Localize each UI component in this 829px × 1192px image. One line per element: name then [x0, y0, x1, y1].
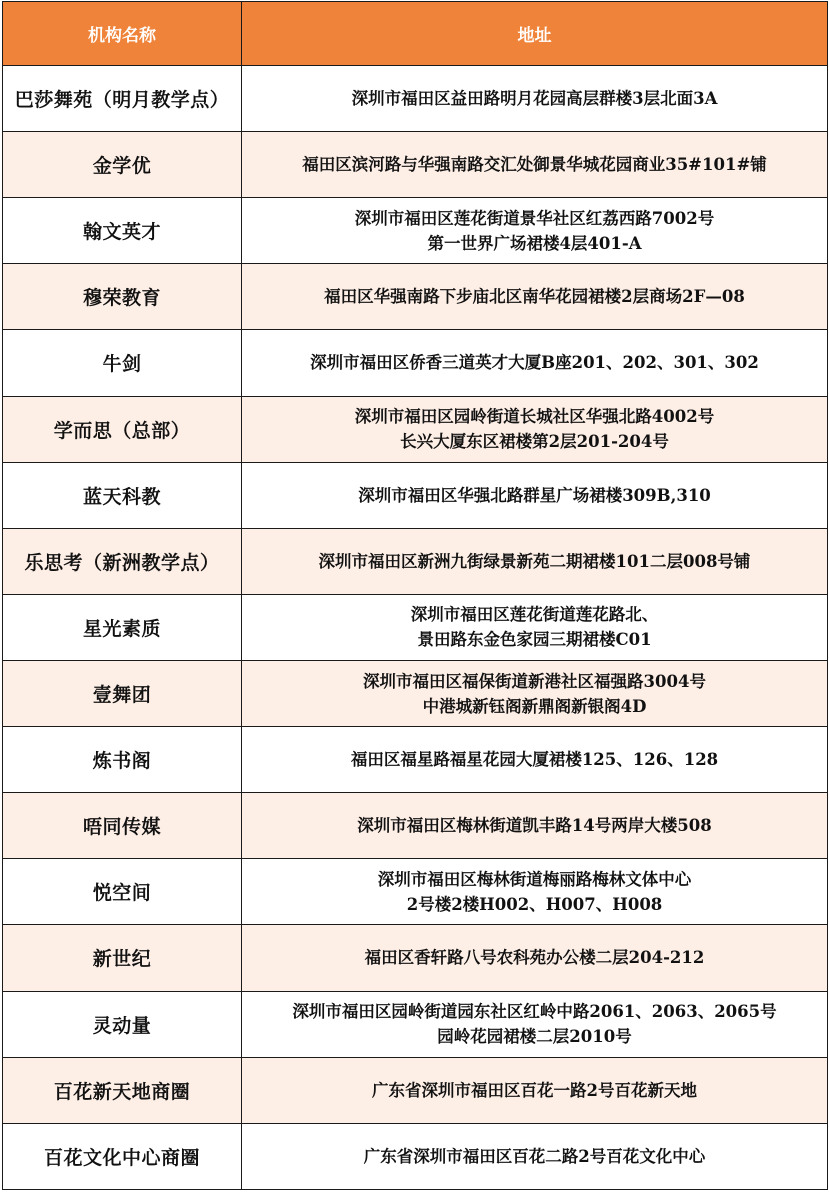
- address-line: 深圳市福田区梅林街道梅丽路梅林文体中心: [377, 869, 692, 889]
- table-row: [3, 660, 828, 726]
- address-line: 深圳市福田区福保街道新港社区福强路3004号: [363, 671, 706, 691]
- table-row: [3, 727, 828, 793]
- address-cell: [242, 727, 828, 793]
- address-cell: [242, 330, 828, 396]
- institution-name-cell: 唔同传媒: [3, 793, 242, 859]
- institution-name-cell: 巴莎舞苑（明月教学点）: [3, 66, 242, 132]
- address-line: 深圳市福田区华强北路群星广场裙楼309B,310: [358, 485, 711, 505]
- address-cell: [242, 132, 828, 198]
- table-row: [3, 330, 828, 396]
- institution-name-cell: 炼书阁: [3, 727, 242, 793]
- institution-name-cell: 壹舞团: [3, 660, 242, 726]
- institution-name-cell: 牛剑: [3, 330, 242, 396]
- table-row: [3, 528, 828, 594]
- address-line: 深圳市福田区莲花街道莲花路北、: [410, 605, 659, 625]
- table-row: [3, 462, 828, 528]
- address-cell: [242, 660, 828, 726]
- address-line: 第一世界广场裙楼4层401-A: [427, 233, 642, 253]
- table-body: [3, 66, 828, 1190]
- address-cell: [242, 264, 828, 330]
- institution-name-cell: 穆荣教育: [3, 264, 242, 330]
- institution-name-cell: 新世纪: [3, 925, 242, 991]
- address-cell: [242, 793, 828, 859]
- table-row: [3, 594, 828, 660]
- address-line: 深圳市福田区莲花街道景华社区红荔西路7002号: [354, 208, 715, 228]
- address-cell: [242, 991, 828, 1057]
- institution-name-cell: 金学优: [3, 132, 242, 198]
- institution-name-cell: 悦空间: [3, 859, 242, 925]
- address-cell: [242, 594, 828, 660]
- institution-name-cell: 蓝天科教: [3, 462, 242, 528]
- address-line: 福田区香轩路八号农科苑办公楼二层204-212: [364, 948, 705, 968]
- address-line: 深圳市福田区侨香三道英才大厦B座201、202、301、302: [310, 353, 759, 373]
- address-line: 深圳市福田区益田路明月花园高层群楼3层北面3A: [351, 89, 718, 109]
- institution-name-cell: 灵动量: [3, 991, 242, 1057]
- address-line: 广东省深圳市福田区百花二路2号百花文化中心: [363, 1146, 706, 1166]
- table-header-row: [3, 2, 828, 66]
- address-cell: [242, 1123, 828, 1189]
- address-cell: [242, 925, 828, 991]
- address-line: 福田区华强南路下步庙北区南华花园裙楼2层商场2F—08: [324, 287, 745, 307]
- header-institution-name: 机构名称: [3, 2, 242, 66]
- table-row: [3, 1057, 828, 1123]
- table-row: [3, 991, 828, 1057]
- address-line: 长兴大厦东区裙楼第2层201-204号: [400, 432, 669, 452]
- table-row: [3, 859, 828, 925]
- institution-name-cell: 百花新天地商圈: [3, 1057, 242, 1123]
- institution-name-cell: 百花文化中心商圈: [3, 1123, 242, 1189]
- address-cell: [242, 396, 828, 462]
- address-cell: [242, 859, 828, 925]
- address-line: 深圳市福田区园岭街道园东社区红岭中路2061、2063、2065号: [292, 1002, 777, 1022]
- institution-name-cell: 星光素质: [3, 594, 242, 660]
- address-cell: [242, 66, 828, 132]
- table-row: [3, 264, 828, 330]
- header-address: 地址: [242, 2, 828, 66]
- address-line: 深圳市福田区新洲九街绿景新苑二期裙楼101二层008号铺: [318, 551, 751, 571]
- address-cell: [242, 462, 828, 528]
- address-line: 深圳市福田区梅林街道凯丰路14号两岸大楼508: [357, 816, 712, 836]
- address-line: 景田路东金色家园三期裙楼C01: [417, 630, 652, 650]
- institution-name-cell: 乐思考（新洲教学点）: [3, 528, 242, 594]
- institution-name-cell: 学而思（总部）: [3, 396, 242, 462]
- address-line: 深圳市福田区园岭街道长城社区华强北路4002号: [354, 407, 715, 427]
- institution-table: [2, 1, 828, 1190]
- address-line: 园岭花园裙楼二层2010号: [437, 1027, 632, 1047]
- address-line: 中港城新钰阁新鼎阁新银阁4D: [422, 696, 647, 716]
- address-cell: [242, 198, 828, 264]
- table-row: [3, 793, 828, 859]
- table-row: [3, 396, 828, 462]
- institution-name-cell: 翰文英才: [3, 198, 242, 264]
- address-cell: [242, 528, 828, 594]
- table-row: [3, 66, 828, 132]
- table-row: [3, 925, 828, 991]
- table-row: [3, 132, 828, 198]
- address-cell: [242, 1057, 828, 1123]
- address-line: 福田区滨河路与华强南路交汇处御景华城花园商业35#101#铺: [302, 155, 767, 175]
- table-row: [3, 1123, 828, 1189]
- table-row: [3, 198, 828, 264]
- address-line: 2号楼2楼H002、H007、H008: [406, 894, 663, 914]
- address-line: 福田区福星路福星花园大厦裙楼125、126、128: [350, 750, 719, 770]
- address-line: 广东省深圳市福田区百花一路2号百花新天地: [372, 1080, 697, 1100]
